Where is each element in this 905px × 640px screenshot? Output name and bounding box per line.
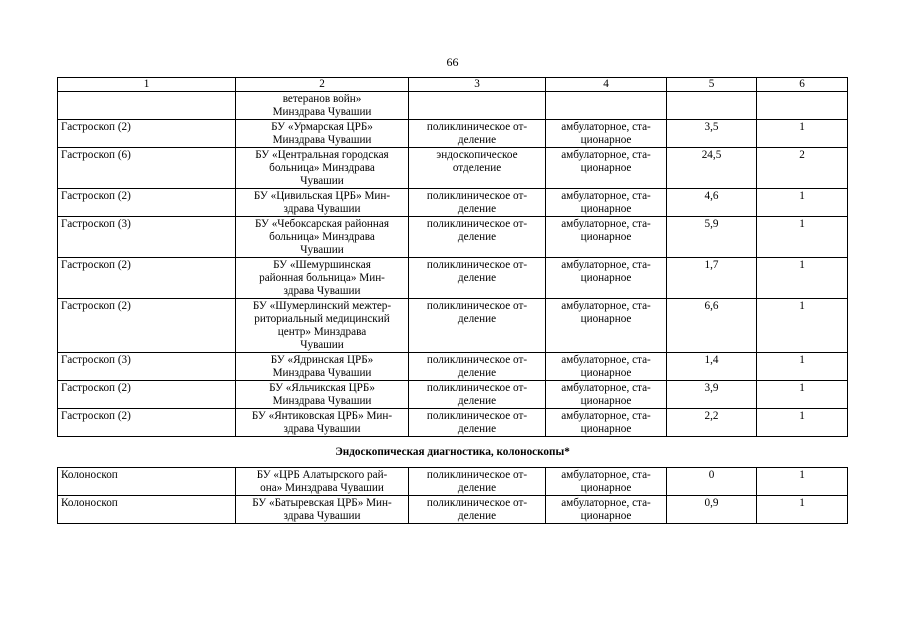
institution-cell bbox=[236, 468, 409, 496]
institution-text: БУ «Батыревская ЦРБ» Мин- здрава Чувашии bbox=[252, 497, 392, 522]
quantity-text: 1 bbox=[799, 121, 805, 133]
table-row bbox=[58, 148, 848, 189]
department-cell bbox=[409, 353, 546, 381]
care-type-cell bbox=[546, 496, 667, 524]
equipment-name-cell bbox=[58, 258, 236, 299]
workload-cell bbox=[667, 189, 757, 217]
table-row bbox=[58, 409, 848, 437]
institution-cell bbox=[236, 258, 409, 299]
institution-cell bbox=[236, 217, 409, 258]
care-type-cell bbox=[546, 381, 667, 409]
care-type-text: амбулаторное, ста- ционарное bbox=[561, 382, 651, 407]
column-number-2: 2 bbox=[236, 78, 409, 92]
quantity-cell bbox=[757, 189, 848, 217]
table-row bbox=[58, 92, 848, 120]
equipment-name-text: Колоноскоп bbox=[61, 497, 118, 509]
department-cell bbox=[409, 148, 546, 189]
equipment-name-cell bbox=[58, 299, 236, 353]
care-type-cell bbox=[546, 92, 667, 120]
quantity-text: 1 bbox=[799, 382, 805, 394]
department-text: эндоскопическое отделение bbox=[436, 149, 518, 174]
department-text: поликлиническое от- деление bbox=[426, 497, 528, 522]
workload-text: 2,2 bbox=[704, 410, 719, 422]
quantity-text: 1 bbox=[799, 497, 805, 509]
department-text: поликлиническое от- деление bbox=[426, 382, 528, 407]
workload-cell bbox=[667, 299, 757, 353]
care-type-text: амбулаторное, ста- ционарное bbox=[561, 190, 651, 215]
workload-text: 4,6 bbox=[704, 190, 719, 202]
workload-text: 1,7 bbox=[704, 259, 719, 271]
quantity-text: 1 bbox=[799, 300, 805, 312]
care-type-cell bbox=[546, 217, 667, 258]
institution-cell bbox=[236, 120, 409, 148]
quantity-text: 2 bbox=[799, 149, 805, 161]
department-cell bbox=[409, 189, 546, 217]
equipment-table bbox=[57, 77, 848, 524]
column-number-6: 6 bbox=[757, 78, 848, 92]
section-heading-row bbox=[58, 437, 848, 468]
table-row bbox=[58, 189, 848, 217]
workload-text: 1,4 bbox=[704, 354, 719, 366]
care-type-text: амбулаторное, ста- ционарное bbox=[561, 259, 651, 284]
table-row bbox=[58, 299, 848, 353]
institution-text: БУ «Яльчикская ЦРБ» Минздрава Чувашии bbox=[269, 382, 375, 407]
care-type-cell bbox=[546, 258, 667, 299]
workload-cell bbox=[667, 496, 757, 524]
institution-text: БУ «Урмарская ЦРБ» Минздрава Чувашии bbox=[271, 121, 373, 146]
department-cell bbox=[409, 409, 546, 437]
care-type-text: амбулаторное, ста- ционарное bbox=[561, 149, 651, 174]
quantity-cell bbox=[757, 148, 848, 189]
column-number-row bbox=[58, 78, 848, 92]
department-cell bbox=[409, 299, 546, 353]
equipment-name-cell bbox=[58, 409, 236, 437]
equipment-name-cell bbox=[58, 189, 236, 217]
care-type-text: амбулаторное, ста- ционарное bbox=[561, 410, 651, 435]
table-row bbox=[58, 120, 848, 148]
quantity-cell bbox=[757, 409, 848, 437]
department-cell bbox=[409, 120, 546, 148]
institution-cell bbox=[236, 353, 409, 381]
table-row bbox=[58, 258, 848, 299]
care-type-cell bbox=[546, 299, 667, 353]
workload-text: 0,9 bbox=[704, 497, 719, 509]
equipment-name-cell bbox=[58, 120, 236, 148]
quantity-cell bbox=[757, 92, 848, 120]
equipment-name-cell bbox=[58, 353, 236, 381]
equipment-name-text: Гастроскоп (3) bbox=[61, 218, 131, 230]
institution-text: БУ «Янтиковская ЦРБ» Мин- здрава Чувашии bbox=[251, 410, 393, 435]
department-text: поликлиническое от- деление bbox=[426, 190, 528, 215]
table-body bbox=[58, 78, 848, 524]
quantity-cell bbox=[757, 381, 848, 409]
workload-cell bbox=[667, 120, 757, 148]
equipment-name-text: Гастроскоп (2) bbox=[61, 382, 131, 394]
care-type-text: амбулаторное, ста- ционарное bbox=[561, 497, 651, 522]
equipment-name-text: Гастроскоп (6) bbox=[61, 149, 131, 161]
equipment-name-text: Гастроскоп (3) bbox=[61, 354, 131, 366]
equipment-name-text: Гастроскоп (2) bbox=[61, 121, 131, 133]
equipment-name-text: Гастроскоп (2) bbox=[61, 410, 131, 422]
equipment-name-cell bbox=[58, 381, 236, 409]
equipment-name-text: Гастроскоп (2) bbox=[61, 300, 131, 312]
institution-cell bbox=[236, 409, 409, 437]
department-text: поликлиническое от- деление bbox=[426, 218, 528, 243]
workload-text: 3,5 bbox=[704, 121, 719, 133]
quantity-text: 1 bbox=[799, 190, 805, 202]
quantity-text: 1 bbox=[799, 218, 805, 230]
quantity-cell bbox=[757, 299, 848, 353]
equipment-name-cell bbox=[58, 217, 236, 258]
workload-cell bbox=[667, 92, 757, 120]
workload-text: 24,5 bbox=[701, 149, 722, 161]
institution-text: БУ «Шемуршинская районная больница» Мин- здрава Чувашии bbox=[259, 259, 385, 297]
department-text: поликлиническое от- деление bbox=[426, 410, 528, 435]
department-text: поликлиническое от- деление bbox=[426, 469, 528, 494]
department-cell bbox=[409, 92, 546, 120]
care-type-cell bbox=[546, 468, 667, 496]
workload-cell bbox=[667, 148, 757, 189]
care-type-cell bbox=[546, 120, 667, 148]
institution-text: БУ «Центральная городская больница» Минздрава Чувашии bbox=[255, 149, 389, 187]
department-cell bbox=[409, 381, 546, 409]
quantity-cell bbox=[757, 468, 848, 496]
workload-cell bbox=[667, 409, 757, 437]
equipment-name-cell bbox=[58, 148, 236, 189]
table-row bbox=[58, 381, 848, 409]
quantity-cell bbox=[757, 258, 848, 299]
care-type-cell bbox=[546, 148, 667, 189]
equipment-name-cell bbox=[58, 496, 236, 524]
equipment-name-text: Колоноскоп bbox=[61, 469, 118, 481]
quantity-text: 1 bbox=[799, 469, 805, 481]
care-type-cell bbox=[546, 189, 667, 217]
workload-cell bbox=[667, 353, 757, 381]
equipment-name-text: Гастроскоп (2) bbox=[61, 190, 131, 202]
care-type-text: амбулаторное, ста- ционарное bbox=[561, 121, 651, 146]
institution-cell bbox=[236, 148, 409, 189]
care-type-text: амбулаторное, ста- ционарное bbox=[561, 218, 651, 243]
care-type-text: амбулаторное, ста- ционарное bbox=[561, 354, 651, 379]
care-type-cell bbox=[546, 353, 667, 381]
column-number-3: 3 bbox=[409, 78, 546, 92]
care-type-text: амбулаторное, ста- ционарное bbox=[561, 469, 651, 494]
quantity-cell bbox=[757, 120, 848, 148]
department-cell bbox=[409, 217, 546, 258]
workload-cell bbox=[667, 217, 757, 258]
department-text: поликлиническое от- деление bbox=[426, 354, 528, 379]
workload-cell bbox=[667, 381, 757, 409]
quantity-cell bbox=[757, 353, 848, 381]
equipment-name-cell bbox=[58, 92, 236, 120]
department-cell bbox=[409, 468, 546, 496]
workload-cell bbox=[667, 258, 757, 299]
department-cell bbox=[409, 496, 546, 524]
institution-text: ветеранов войн» Минздрава Чувашии bbox=[272, 93, 372, 118]
department-text: поликлиническое от- деление bbox=[426, 300, 528, 325]
workload-text: 3,9 bbox=[704, 382, 719, 394]
institution-text: БУ «Чебоксарская районная больница» Минздрава Чувашии bbox=[254, 218, 390, 256]
column-number-5: 5 bbox=[667, 78, 757, 92]
column-number-1: 1 bbox=[58, 78, 236, 92]
institution-cell bbox=[236, 92, 409, 120]
quantity-text: 1 bbox=[799, 410, 805, 422]
section-title: Эндоскопическая диагностика, колоноскопы* bbox=[58, 437, 848, 468]
column-number-4: 4 bbox=[546, 78, 667, 92]
department-text: поликлиническое от- деление bbox=[426, 121, 528, 146]
quantity-text: 1 bbox=[799, 259, 805, 271]
equipment-name-text: Гастроскоп (2) bbox=[61, 259, 131, 271]
table-row bbox=[58, 496, 848, 524]
institution-text: БУ «Шумерлинский межтер- риториальный медицинский центр» Минздрава Чувашии bbox=[252, 300, 392, 351]
institution-text: БУ «ЦРБ Алатырского рай- она» Минздрава Чувашии bbox=[256, 469, 388, 494]
institution-text: БУ «Ядринская ЦРБ» Минздрава Чувашии bbox=[270, 354, 374, 379]
table-row bbox=[58, 468, 848, 496]
workload-text: 5,9 bbox=[704, 218, 719, 230]
workload-text: 0 bbox=[708, 469, 715, 481]
equipment-name-cell bbox=[58, 468, 236, 496]
table-row bbox=[58, 217, 848, 258]
workload-text: 6,6 bbox=[704, 300, 719, 312]
workload-cell bbox=[667, 468, 757, 496]
quantity-cell bbox=[757, 496, 848, 524]
institution-cell bbox=[236, 496, 409, 524]
care-type-text: амбулаторное, ста- ционарное bbox=[561, 300, 651, 325]
quantity-text: 1 bbox=[799, 354, 805, 366]
institution-cell bbox=[236, 299, 409, 353]
department-cell bbox=[409, 258, 546, 299]
page-number: 66 bbox=[446, 55, 459, 69]
institution-text: БУ «Цивильская ЦРБ» Мин- здрава Чувашии bbox=[253, 190, 391, 215]
institution-cell bbox=[236, 381, 409, 409]
department-text: поликлиническое от- деление bbox=[426, 259, 528, 284]
care-type-cell bbox=[546, 409, 667, 437]
table-row bbox=[58, 353, 848, 381]
institution-cell bbox=[236, 189, 409, 217]
quantity-cell bbox=[757, 217, 848, 258]
